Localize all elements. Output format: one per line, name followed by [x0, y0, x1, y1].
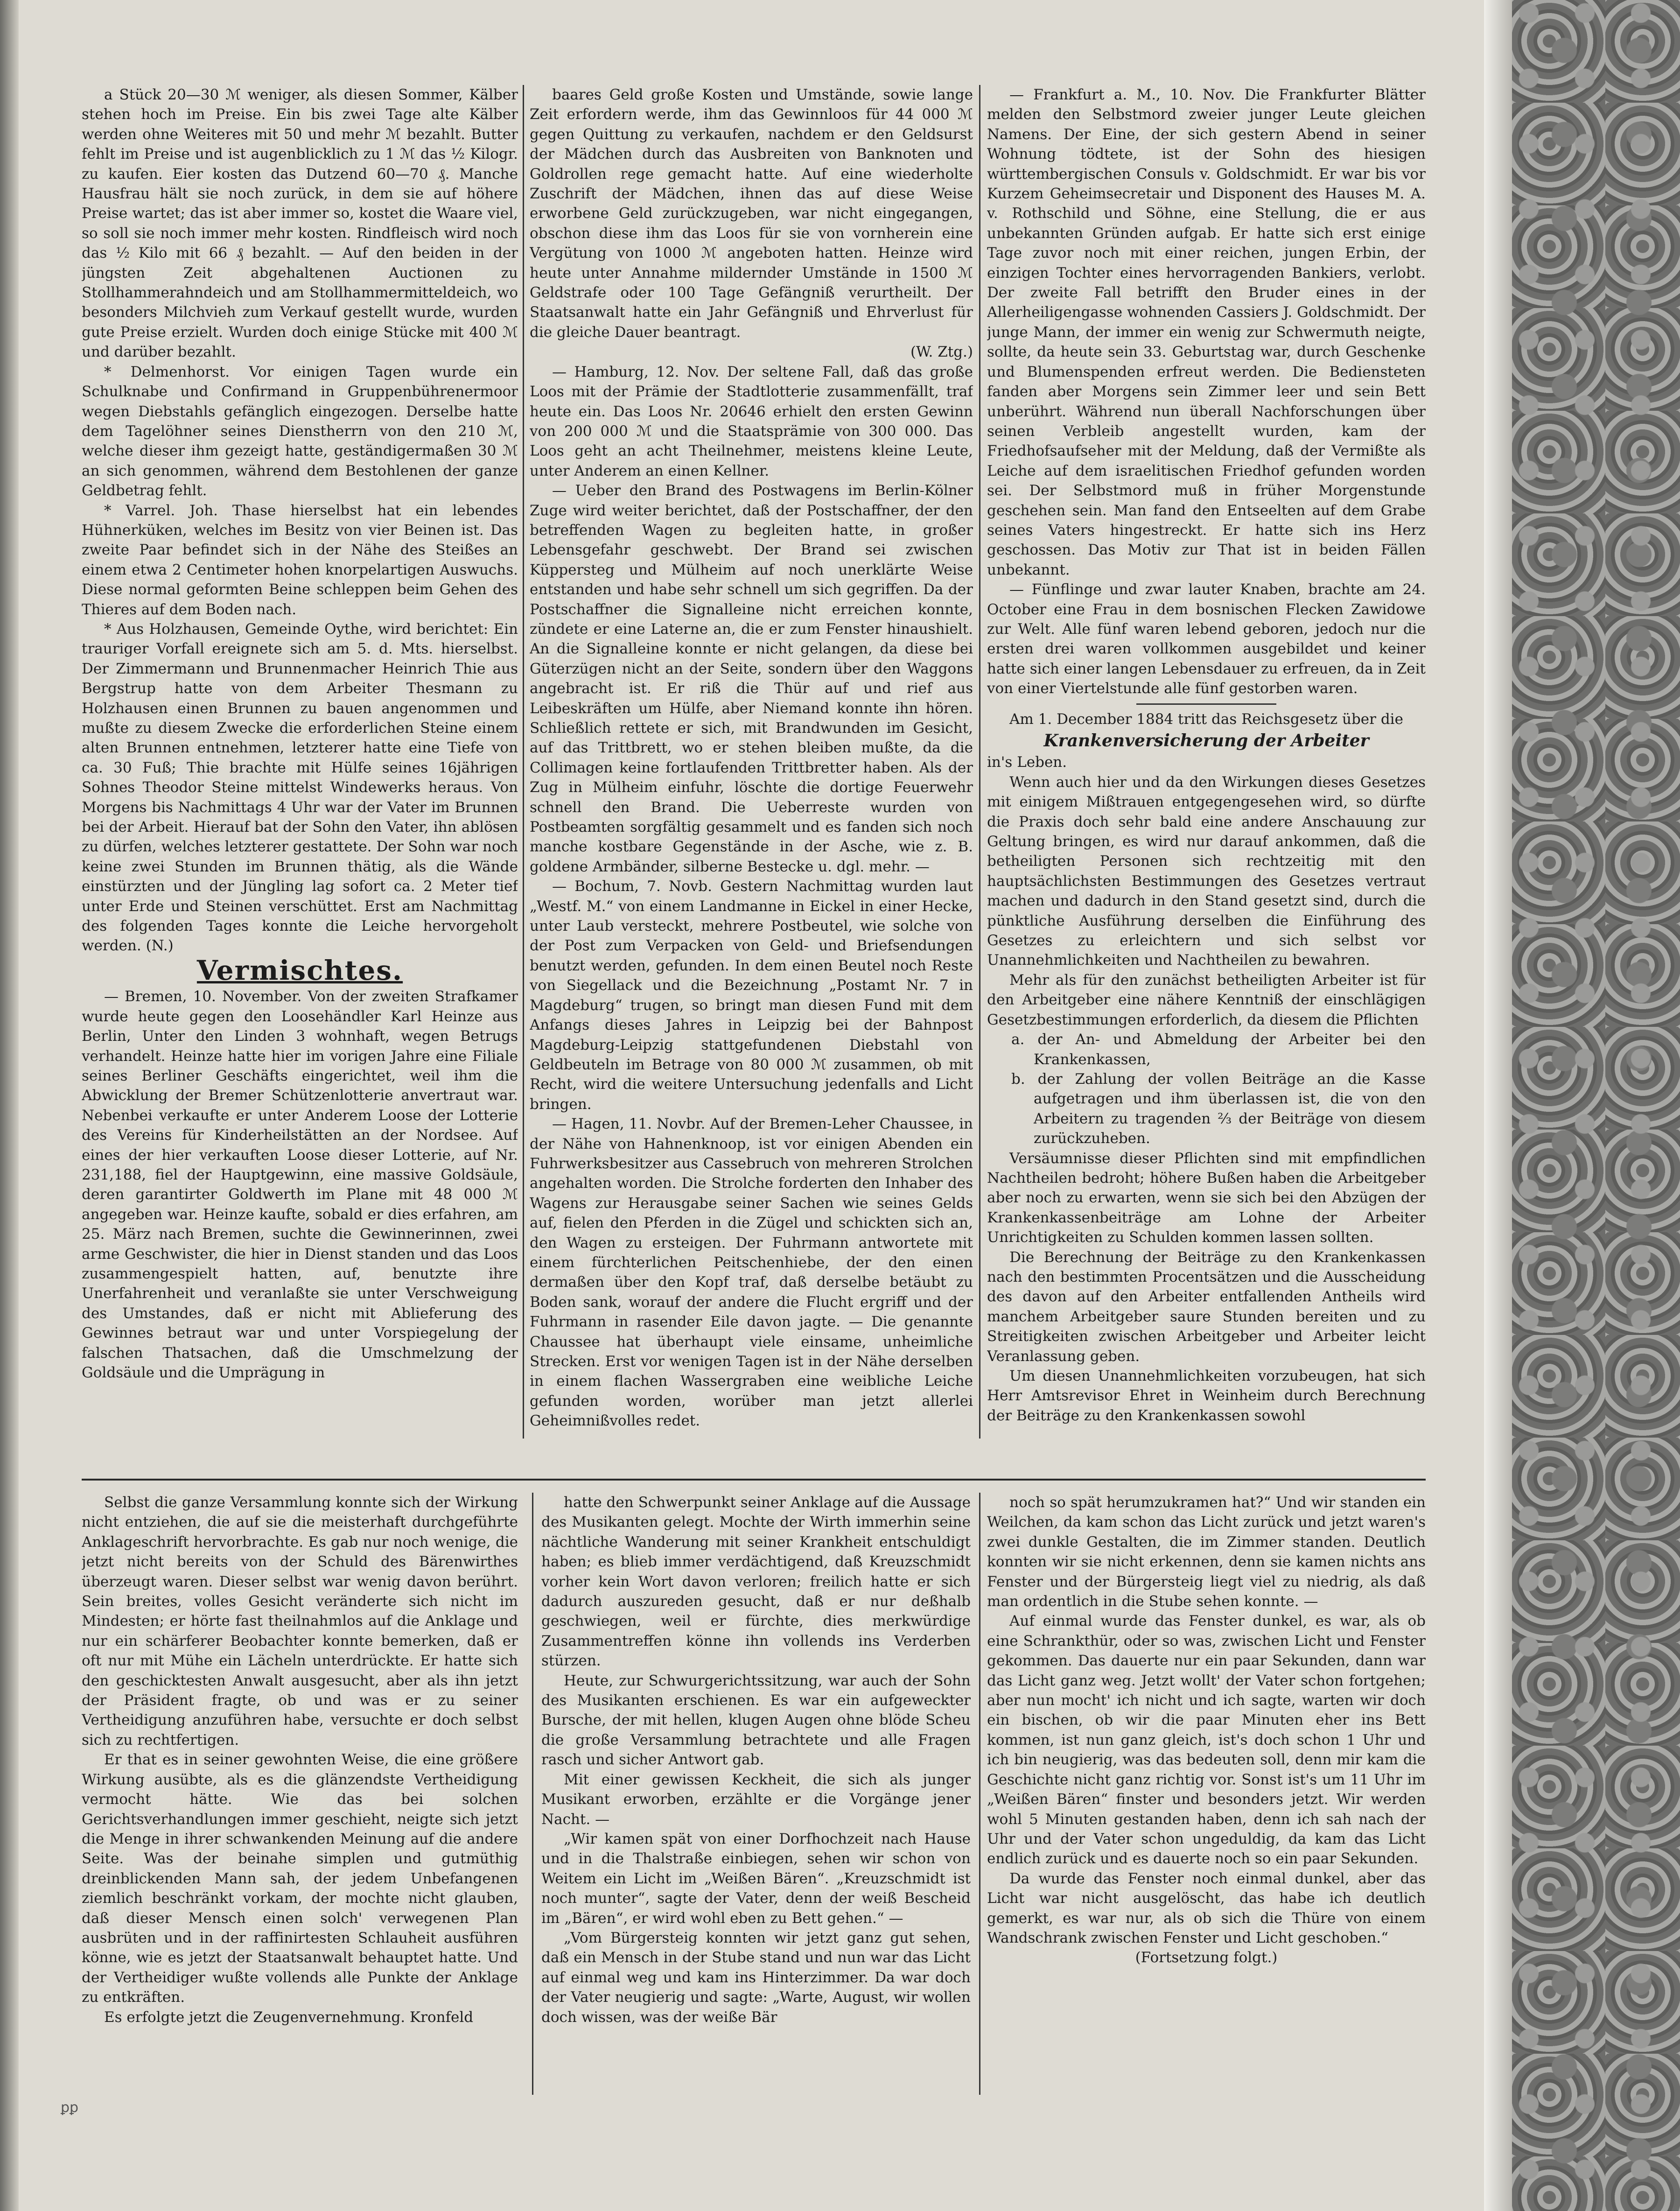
paragraph: — Frankfurt a. M., 10. Nov. Die Frankfurter Blätter melden den Selbstmord zweier junger Leute gleichen Namens. Der Eine, der sich gestern Abend in seiner Wohnung tödtete, ist der Sohn des hiesigen württembergischen Consuls v. Goldschmidt. Er war bis vor Kurzem Geheimsecretair und Disponent des Hauses M. A. v. Rothschild und Söhne, eine Stellung, die er aus unbekannten Gründen aufgab. Er hatte sich erst einige Tage zuvor noch mit einer reichen, jungen Erbin, der einzigen Tochter eines hervorragenden Bankiers, verlobt. Der zweite Fall betrifft den Bruder eines in der Allerheiligengasse wohnenden Cassiers J. Goldschmidt. Der junge Mann, der immer ein wenig zur Schwermuth neigte, sollte, da heute sein 33. Geburtstag war, durch Geschenke und Blumenspenden erfreut werden. Die Bediensteten fanden aber Morgens sein Zimmer leer und sein Bett unberührt. Während nun überall Nachforschungen über seinen Verbleib angestellt wurden, kam der Friedhofsaufseher mit der Meldung, daß der Vermißte als Leiche auf dem israelitischen Friedhof gefunden worden sei. Der Selbstmord muß in früher Morgenstunde geschehen sein. Man fand den Entseelten auf dem Grabe seines Vaters hingestreckt. Er hatte sich ins Herz geschossen. Das Motiv zur That ist in beiden Fällen unbekannt. — [987, 86, 1426, 578]
paragraph: hatte den Schwerpunkt seiner Anklage auf die Aussage des Musikanten gelegt. Mochte der Wirth immerhin seine nächtliche Wanderung mit seiner Krankheit entschuldigt haben; es blieb immer verdächtigend, daß Kreuzschmidt vorher kein Wort davon verloren; freilich hatte er sich dadurch auszureden gesucht, daß er nur deßhalb geschwiegen, weil er fürchte, dies merkwürdige Zusammentreffen könne ihn vollends ins Verderben stürzen. — [541, 1494, 971, 1670]
paragraph: — Hagen, 11. Novbr. Auf der Bremen-Leher Chaussee, in der Nähe von Hahnenknoop, ist vor einigen Abenden ein Fuhrwerksbesitzer aus Cassebruch von mehreren Strolchen angehalten worden. Die Strolche forderten den Inhaber des Wagens zur Herausgabe seiner Sachen wie seines Gelds auf, fielen den Pferden in die Zügel und schickten sich an, den Wagen zu ersteigen. Der Fuhrmann antwortete mit einem fürchterlichen Peitschenhiebe, der den einen dermaßen über den Kopf traf, daß derselbe betäubt zu Boden sank, worauf der andere die Flucht ergriff und der Fuhrmann in rasender Eile davon jagte. — Die genannte Chaussee hat überhaupt viele einsame, unheimliche Strecken. Erst vor wenigen Tagen ist in der Nähe derselben in einem flachen Wassergraben eine weibliche Leiche gefunden worden, worüber man jetzt allerlei Geheimnißvolles redet. — [530, 1116, 973, 1430]
paragraph: Mehr als für den zunächst betheiligten Arbeiter ist für den Arbeitgeber eine nähere Kenntniß der einschlägigen Gesetzbestimmungen erforderlich, da diesem die Pflichten — [987, 971, 1426, 1028]
notice-title: Krankenversicherung der Arbeiter — [1043, 731, 1369, 751]
paragraph: Da wurde das Fenster noch einmal dunkel, aber das Licht war nicht ausgelöscht, das habe ich deutlich gemerkt, es war nur, als ob sich die Thüre von einem Wandschrank zwischen Fenster und Licht geschoben.“ — [987, 1870, 1426, 1946]
column-3 — [987, 85, 1426, 1434]
notice-intro: Am 1. December 1884 tritt das Reichsgesetz über die — [1009, 710, 1403, 728]
paragraph: Um diesen Unannehmlichkeiten vorzubeugen, hat sich Herr Amtsrevisor Ehret in Weinheim durch Berechnung der Beiträge zu den Krankenkassen sowohl — [987, 1368, 1426, 1424]
paragraph: * Varrel. Joh. Thase hierselbst hat ein lebendes Hühnerküken, welches im Besitz von vier Beinen ist. Das zweite Paar befindet sich in der Nähe des Steißes an einem etwa 2 Centimeter hohen knorpelartigen Auswuchs. Diese normal geformten Beine schleppen beim Gehen des Thieres auf dem Boden nach. — [82, 502, 518, 618]
paragraph: Selbst die ganze Versammlung konnte sich der Wirkung nicht entziehen, die auf sie die meisterhaft durchgeführte Anklageschrift hervorbrachte. Es gab nur noch wenige, die jetzt nicht bereits von der Schuld des Bärenwirthes überzeugt waren. Dieser selbst war wenig davon berührt. Sein breites, volles Gesicht veränderte sich nicht im Mindesten; er hörte fast theilnahmlos auf die Anklage und nur ein schärferer Beobachter konnte bemerken, daß er oft nur mit Mühe ein Lächeln unterdrückte. Er hatte sich den geschicktesten Anwalt ausgesucht, aber als ihn jetzt der Präsident fragte, ob und was er zu seiner Vertheidigung anzuführen habe, versuchte er doch selbst sich zu rechtfertigen. — [82, 1494, 518, 1748]
section-title: Vermischtes. — [196, 954, 403, 986]
column-divider — [523, 85, 524, 1439]
column-divider — [979, 1493, 980, 2095]
paragraph: Heute, zur Schwurgerichtssitzung, war auch der Sohn des Musikanten erschienen. Es war ein aufgeweckter Bursche, der mit hellen, klugen Augen ohne blöde Scheu die große Versammlung betrachtete und alle Fragen rasch und sicher Antwort gab. — [541, 1672, 971, 1769]
feuilleton-column-3 — [987, 1493, 1426, 2104]
notice-list — [987, 1030, 1426, 1148]
column-1-miscellany — [82, 987, 518, 1383]
paragraph: Versäumnisse dieser Pflichten sind mit empfindlichen Nachtheilen bedroht; höhere Bußen haben die Arbeitgeber aber noch zu erwarten, wenn sie sich bei den Abzügen der Krankenkassenbeiträge am Lohne der Arbeiter Unrichtigkeiten zu Schulden kommen lassen sollten. — [987, 1150, 1426, 1246]
notice-body — [987, 772, 1426, 1030]
column-2 — [530, 85, 973, 1434]
feuilleton-text — [541, 1493, 971, 2027]
notice-subtitle: in's Leben. — [987, 754, 1067, 771]
paragraph: baares Geld große Kosten und Umstände, sowie lange Zeit erfordern werde, ihm das Gewinnloos für 44 000 ℳ gegen Quittung zu verkaufen, nachdem er den Geldsurst der Mädchen durch das Ausbreiten von Banknoten und Goldrollen rege gemacht hatte. Auf eine wiederholte Zuschrift der Mädchen, ihnen das auf diese Weise erworbene Geld zurückzugeben, war nicht eingegangen, obschon diese ihm das Loos für sie von vornherein eine Vergütung von 1000 ℳ angeboten hatten. Heinze wird heute unter Annahme mildernder Umstände in 1500 ℳ Geldstrafe oder 100 Tage Gefängniß verurtheilt. Der Staatsanwalt hatte ein Jahr Gefängniß und Ehrverlust für die gleiche Dauer beantragt. — [530, 86, 973, 341]
paragraph: b. der Zahlung der vollen Beiträge an die Kasse aufgetragen und ihm überlassen ist, die von den Arbeitern zu tragenden ⅔ der Beiträge von diesem zurückzuheben. — [1011, 1070, 1426, 1147]
page-gutter — [0, 0, 19, 2211]
paragraph: * Aus Holzhausen, Gemeinde Oythe, wird berichtet: Ein trauriger Vorfall ereignete sich am 5. d. Mts. hierselbst. Der Zimmermann und Brunnenmacher Heinrich Thie aus Bergstrup hatte von dem Arbeiter Thesmann zu Holzhausen einen Brunnen zu bauen angenommen und mußte zu diesem Zwecke die erforderlichen Steine einem alten Brunnen entnehmen, letzterer hatte eine Tiefe von ca. 30 Fuß; Thie brachte mit Hülfe seines 16jährigen Sohnes Theodor Steine mittelst Windewerks heraus. Von Morgens bis Nachmittags 4 Uhr war der Vater im Brunnen bei der Arbeit. Hierauf bat der Sohn den Vater, ihn ablösen zu dürfen, welches letzterer gestattete. Der Sohn war noch keine zwei Stunden im Brunnen thätig, als die Wände einstürzten und der Jüngling lag sofort ca. 2 Meter tief unter Erde und Steinen verschüttet. Erst am Nachmittag des folgenden Tages konnte die Leiche hervorgeholt werden. (N.) — [82, 620, 518, 955]
paragraph: Mit einer gewissen Keckheit, die sich als junger Musikant erworben, erzählte er die Vorgänge jener Nacht. — — [541, 1771, 971, 1828]
paragraph: Die Berechnung der Beiträge zu den Krankenkassen nach den bestimmten Procentsätzen und die Ausscheidung des davon auf den Arbeiter entfallenden Antheils wird manchem Arbeitgeber saure Stunden bereiten und zu Streitigkeiten zwischen Arbeitgeber und Arbeiter leicht Veranlassung geben. — [987, 1249, 1426, 1365]
paragraph: Auf einmal wurde das Fenster dunkel, es war, als ob eine Schrankthür, oder so was, zwischen Licht und Fenster gekommen. Das dauerte nur ein paar Sekunden, dann war das Licht ganz weg. Jetzt wollt' der Vater schon fortgehen; aber nun mocht' ich nicht und ich sagte, warten wir doch ein bischen, ob wir die paar Minuten eher ins Bett kommen, ist nun ganz gleich, ist's doch schon 1 Uhr und ich bin neugierig, was das bedeuten soll, denn mir kam die Geschichte nicht ganz richtig vor. Sonst ist's um 11 Uhr im „Weißen Bären“ finster und besonders jetzt. Wir werden wohl 5 Minuten gestanden haben, denn ich sah nach der Uhr und der Vater schon ungeduldig, da kam das Licht endlich zurück und es dauerte noch so ein paar Sekunden. — [987, 1613, 1426, 1867]
feuilleton-text — [82, 1493, 518, 2027]
paragraph: — Bochum, 7. Novb. Gestern Nachmittag wurden laut „Westf. M.“ von einem Landmanne in Eickel in einer Hecke, unter Laub versteckt, mehrere Postbeutel, wie solche von der Post zum Verpacken von Geld- und Briefsendungen benutzt werden, gefunden. In dem einen Beutel noch Reste von Siegellack und die Bezeichnung „Postamt Nr. 7 in Magdeburg“ trugen, so bringt man diesen Fund mit dem Anfangs dieses Jahres in Leipzig bei der Bahnpost Magdeburg-Leipzig stattgefundenen Diebstahl von Geldbeuteln im Betrage von 80 000 ℳ zusammen, ob mit Recht, wird die weitere Untersuchung jedenfalls and Licht bringen. — [530, 878, 973, 1113]
paragraph: Es erfolgte jetzt die Zeugenvernehmung. Kronfeld — [104, 2008, 474, 2026]
paragraph: — Bremen, 10. November. Von der zweiten Strafkamer wurde heute gegen den Loosehändler Karl Heinze aus Berlin, Unter den Linden 3 wohnhaft, wegen Betrugs verhandelt. Heinze hatte hier im vorigen Jahre eine Filiale seines Berliner Geschäfts eingerichtet, weil ihm die Abwicklung der Bremer Schützenlotterie anvertraut war. Nebenbei verkaufte er unter Anderem Loose der Lotterie des Vereins für Kinderheilstätten an der Nordsee. Auf eines der hier verkauften Loose dieser Lotterie, auf Nr. 231,188, fiel der Hauptgewinn, eine massive Goldsäule, deren garantirter Goldwerth im Plane mit 48 000 ℳ angegeben war. Heinze kaufte, sobald er dies erfahren, am 25. März nach Bremen, suchte die Gewinnerinnen, zwei arme Geschwister, die hier in Dienst standen und das Loos zusammengespielt hatten, auf, benutzte ihre Unerfahrenheit und veranlaßte sie unter Verschweigung des Umstandes, daß er nicht mit Ablieferung des Gewinnes betraut war und unter Vorspiegelung der falschen Thatsachen, daß die Umschmelzung der Goldsäule und die Umprägung in — [82, 988, 518, 1381]
paragraph: — Ueber den Brand des Postwagens im Berlin-Kölner Zuge wird weiter berichtet, daß der Postschaffner, der den betreffenden Wagen zu begleiten hatte, in großer Lebensgefahr geschwebt. Der Brand sei zwischen Küppersteg und Mülheim auf noch unerklärte Weise entstanden und habe sehr schnell um sich gegriffen. Da der Postschaffner die Signalleine nicht erreichen konnte, zündete er eine Laterne an, die er zum Fenster hinaushielt. An die Signalleine konnte er nicht gelangen, da diese bei Güterzügen nicht an der Seite, sondern über den Waggons angebracht ist. Er riß die Thür auf und rief aus Leibeskräften um Hülfe, aber Niemand konnte ihn hören. Schließlich rettete er sich, mit Brandwunden im Gesicht, auf das Trittbrett, wo er stehen bleiben mußte, da die Collimagen keine fortlaufenden Trittbretter haben. Als der Zug in Mülheim einfuhr, löschte die dortige Feuerwehr schnell den Brand. Die Ueberreste wurden von Postbeamten sorgfältig gesammelt und es fanden sich noch manche kostbare Gegenstände in der Asche, wie z. B. goldene Armbänder, silberne Bestecke u. dgl. mehr. — — [530, 482, 973, 875]
feuilleton-column-1 — [82, 1493, 518, 2104]
column-3-articles — [987, 85, 1426, 699]
column-2-articles — [530, 85, 973, 1431]
separator-rule — [1136, 703, 1276, 705]
column-1 — [82, 85, 518, 1434]
paragraph: — Fünflinge und zwar lauter Knaben, brachte am 24. October eine Frau in dem bosnischen Flecken Zawidowe zur Welt. Alle fünf waren lebend geboren, jedoch nur die ersten drei waren vollkommen ausgebildet und keiner hatte sich einer langen Lebensdauer zu erfreuen, da in Zeit von einer Viertelstunde alle fünf gestorben waren. — [987, 581, 1426, 697]
feuilleton-text — [987, 1493, 1426, 1948]
paragraph: a. der An- und Abmeldung der Arbeiter bei den Krankenkassen, — [1011, 1031, 1426, 1068]
column-divider — [979, 85, 980, 1439]
paragraph: Er that es in seiner gewohnten Weise, die eine größere Wirkung ausübte, als es die glänzendste Vertheidigung vermocht hätte. Wie das bei solchen Gerichtsverhandlungen immer geschieht, neigte sich jetzt die Menge in ihrer schwankenden Meinung auf die andere Seite. Was der beinahe simplen und gutmüthig dreinblickenden Mann sah, der jedem Unbefangenen ziemlich beschränkt vorkam, der mochte nicht glauben, daß dieser Mensch einen solch' verwegenen Plan ausbrüten und in der raffinirtesten Schlauheit ausführen könne, wie es jetzt der Staatsanwalt behauptet hatte. Und der Vertheidiger wußte vollends alle Punkte der Anklage zu entkräften. — [82, 1751, 518, 2006]
source-attribution: (W. Ztg.) — [910, 344, 973, 361]
paragraph: Wenn auch hier und da den Wirkungen dieses Gesetzes mit einigem Mißtrauen entgegengesehen wird, so dürfte die Praxis doch sehr bald eine andere Anschauung zur Geltung bringen, es wird nur darauf ankommen, daß die betheiligten Personen sich rechtzeitig mit den hauptsächlichsten Bestimmungen des Gesetzes vertraut machen und dadurch in den Stand gesetzt sind, durch die pünktliche Ausführung derselben die Einführung des Gesetzes zu erleichtern und sich selbst vor Unannehmlichkeiten und Nachtheilen zu bewahren. — [987, 773, 1426, 969]
paragraph: noch so spät herumzukramen hat?“ Und wir standen ein Weilchen, da kam schon das Licht zurück und jetzt waren's zwei dunkle Gestalten, die im Zimmer standen. Deutlich konnten wir sie nicht erkennen, denn sie kamen nichts ans Fenster und der Bürgersteig liegt viel zu niedrig, als daß man ordentlich in die Stube sehen konnte. — — [987, 1494, 1426, 1610]
column-1-articles — [82, 85, 518, 956]
paragraph: a Stück 20—30 ℳ weniger, als diesen Sommer, Kälber stehen hoch im Preise. Ein bis zwei Tage alte Kälber werden ohne Weiteres mit 50 und mehr ℳ bezahlt. Butter fehlt im Preise und ist augenblicklich zu 1 ℳ das ½ Kilogr. zu kaufen. Eier kosten das Dutzend 60—70 ₰. Manche Hausfrau hält sie noch zurück, in dem sie auf höhere Preise wartet; das ist aber immer so, kostet die Waare viel, so soll sie noch immer mehr kosten. Rindfleisch wird noch das ½ Kilo mit 66 ₰ bezahlt. — Auf den beiden in der jüngsten Zeit abgehaltenen Auctionen zu Stollhammerahndeich und am Stollhammermitteldeich, wo besonders Milchvieh zum Verkauf gestellt wurde, wurden gute Preise erzielt. Wurden doch einige Stücke mit 400 ℳ und darüber bezahlt. — [82, 86, 518, 361]
notice-body-continued — [987, 1149, 1426, 1426]
paragraph: — Hamburg, 12. Nov. Der seltene Fall, daß das große Loos mit der Prämie der Stadtlotterie zusammenfällt, traf heute ein. Das Loos Nr. 20646 erhielt den ersten Gewinn von 200 000 ℳ und die Staatsprämie von 300 000. Das Loos geht an acht Theilnehmer, meistens kleine Leute, unter Anderem an einen Kellner. — [530, 363, 973, 479]
paragraph: „Vom Bürgersteig konnten wir jetzt ganz gut sehen, daß ein Mensch in der Stube stand und nun war das Licht auf einmal weg und kam ins Hinterzimmer. Da war doch der Vater neugierig und sagte: „Warte, August, wir wollen doch wissen, was der weiße Bär — [541, 1929, 971, 2026]
continuation-note: (Fortsetzung folgt.) — [1135, 1949, 1278, 1966]
page-edge — [1484, 0, 1512, 2211]
feuilleton-column-2 — [541, 1493, 971, 2104]
marbled-cover-board — [1512, 0, 1680, 2211]
column-divider — [532, 1493, 533, 2095]
page-mark: ꝑꝑ — [61, 2099, 79, 2116]
paragraph: „Wir kamen spät von einer Dorfhochzeit nach Hause und in die Thalstraße einbiegen, sehen wir schon von Weitem ein Licht im „Weißen Bären“. „Kreuzschmidt ist noch munter“, sagte der Vater, denn der weiß Bescheid im „Bären“, er wird wohl eben zu Bett gehen.“ — — [541, 1830, 971, 1927]
feuilleton-divider — [82, 1479, 1426, 1481]
paragraph: * Delmenhorst. Vor einigen Tagen wurde ein Schulknabe und Confirmand in Gruppenbührenermoor wegen Diebstahls gefänglich eingezogen. Derselbe hatte dem Tagelöhner seines Dienstherrn von den 210 ℳ, welche dieser ihm gezeigt hatte, geständigermaßen 30 ℳ an sich genommen, während dem Bestohlenen der ganze Geldbetrag fehlt. — [82, 363, 518, 499]
